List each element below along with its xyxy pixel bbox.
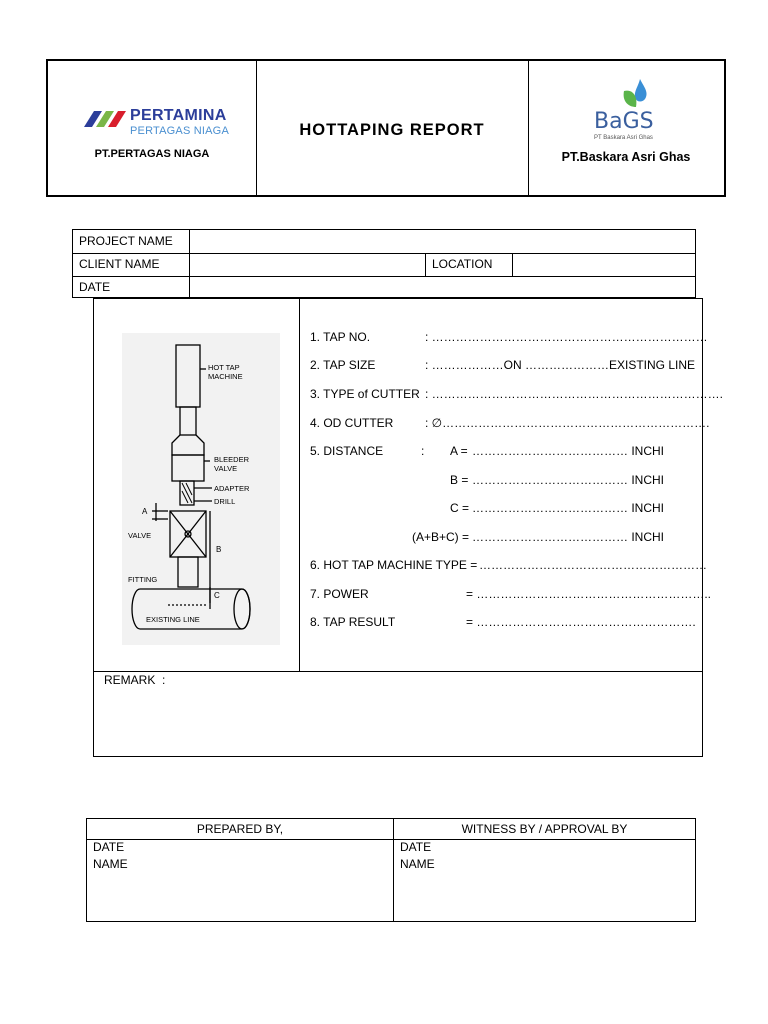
diagram-label-adapter: ADAPTER xyxy=(214,484,250,493)
distance-a-label: A = xyxy=(450,444,468,458)
pertamina-logo-subtext: PERTAGAS NIAGA xyxy=(130,125,229,137)
location-label: LOCATION xyxy=(432,257,493,271)
hot-tap-diagram-drawing xyxy=(122,333,280,645)
machine-type-value[interactable]: ………………………………………………… xyxy=(479,558,707,572)
date-field[interactable] xyxy=(190,276,695,298)
distance-b-label: B = xyxy=(450,473,469,487)
od-cutter-value[interactable]: : ∅…………………………………………………………. xyxy=(425,416,710,430)
distance-c-value[interactable]: ………………………………… INCHI xyxy=(472,501,664,515)
header-right-cell xyxy=(528,61,724,195)
od-cutter-label: 4. OD CUTTER xyxy=(310,416,394,430)
diagram-label-valve: VALVE xyxy=(128,531,152,540)
diagram-label-b: B xyxy=(216,545,222,554)
cutter-type-value[interactable]: : ………………………………………………………………. xyxy=(425,387,724,401)
distance-sum-value[interactable]: ………………………………… INCHI xyxy=(472,530,664,544)
report-title: HOTTAPING REPORT xyxy=(299,121,485,139)
project-name-field[interactable] xyxy=(190,230,695,253)
witness-by-header: WITNESS BY / APPROVAL BY xyxy=(461,822,628,836)
distance-colon: : xyxy=(421,444,425,458)
left-company-name: PT.PERTAGAS NIAGA xyxy=(94,148,210,160)
power-value[interactable]: = ………………………………………………….. xyxy=(466,587,712,601)
witness-signature-area[interactable] xyxy=(394,875,695,921)
project-info-table xyxy=(72,229,696,298)
remark-label: REMARK : xyxy=(104,673,166,687)
report-header xyxy=(46,59,726,197)
remark-field[interactable] xyxy=(104,691,692,751)
bags-logo-subtext: PT Baskara Asri Ghas xyxy=(594,135,653,141)
project-name-label: PROJECT NAME xyxy=(79,234,173,248)
diagram-label-drill: DRILL xyxy=(214,497,236,506)
distance-b-value[interactable]: ………………………………… INCHI xyxy=(472,473,664,487)
distance-a-value[interactable]: ………………………………… INCHI xyxy=(472,444,664,458)
tap-no-value[interactable]: : …………………………………………………………… xyxy=(425,330,708,344)
distance-sum-label: (A+B+C) = xyxy=(412,530,470,544)
header-title-cell xyxy=(256,61,529,195)
tap-result-label: 8. TAP RESULT xyxy=(310,615,396,629)
pertamina-logo-text: PERTAMINA xyxy=(130,107,227,124)
tap-no-label: 1. TAP NO. xyxy=(310,330,371,344)
tap-result-value[interactable]: = ………………………………………………. xyxy=(466,615,696,629)
bags-logo-icon xyxy=(620,77,650,111)
diagram-label-bleeder-valve: BLEEDER VALVE xyxy=(214,455,250,473)
cutter-type-label: 3. TYPE of CUTTER xyxy=(310,387,420,401)
witness-name-label: NAME xyxy=(400,857,435,871)
distance-label: 5. DISTANCE xyxy=(310,444,384,458)
client-name-field[interactable] xyxy=(190,253,425,276)
distance-c-label: C = xyxy=(450,501,470,515)
date-label: DATE xyxy=(79,280,111,294)
right-company-name: PT.Baskara Asri Ghas xyxy=(561,150,691,164)
prepared-signature-area[interactable] xyxy=(87,875,393,921)
tap-size-value[interactable]: : ………………ON …………………EXISTING LINE xyxy=(425,358,696,372)
main-data-box xyxy=(93,298,724,757)
machine-type-label: 6. HOT TAP MACHINE TYPE = xyxy=(310,558,478,572)
prepared-by-header: PREPARED BY, xyxy=(196,822,284,836)
witness-date-label: DATE xyxy=(400,840,432,854)
location-field[interactable] xyxy=(513,253,695,276)
prepared-date-label: DATE xyxy=(93,840,125,854)
hot-tap-diagram xyxy=(122,333,280,645)
diagram-label-a: A xyxy=(142,507,148,516)
diagram-label-c: C xyxy=(214,591,220,600)
diagram-label-fitting: FITTING xyxy=(128,575,158,584)
bags-logo-text: BaGS xyxy=(594,109,654,134)
prepared-name-label: NAME xyxy=(93,857,128,871)
header-left-cell xyxy=(48,61,257,195)
client-name-label: CLIENT NAME xyxy=(79,257,160,271)
diagram-label-hot-tap-machine: HOT TAP MACHINE xyxy=(208,363,243,381)
signature-table xyxy=(86,818,696,922)
power-label: 7. POWER xyxy=(310,587,369,601)
diagram-label-existing-line: EXISTING LINE xyxy=(146,615,200,624)
tap-size-label: 2. TAP SIZE xyxy=(310,358,376,372)
pertamina-logo-icon xyxy=(80,107,126,131)
